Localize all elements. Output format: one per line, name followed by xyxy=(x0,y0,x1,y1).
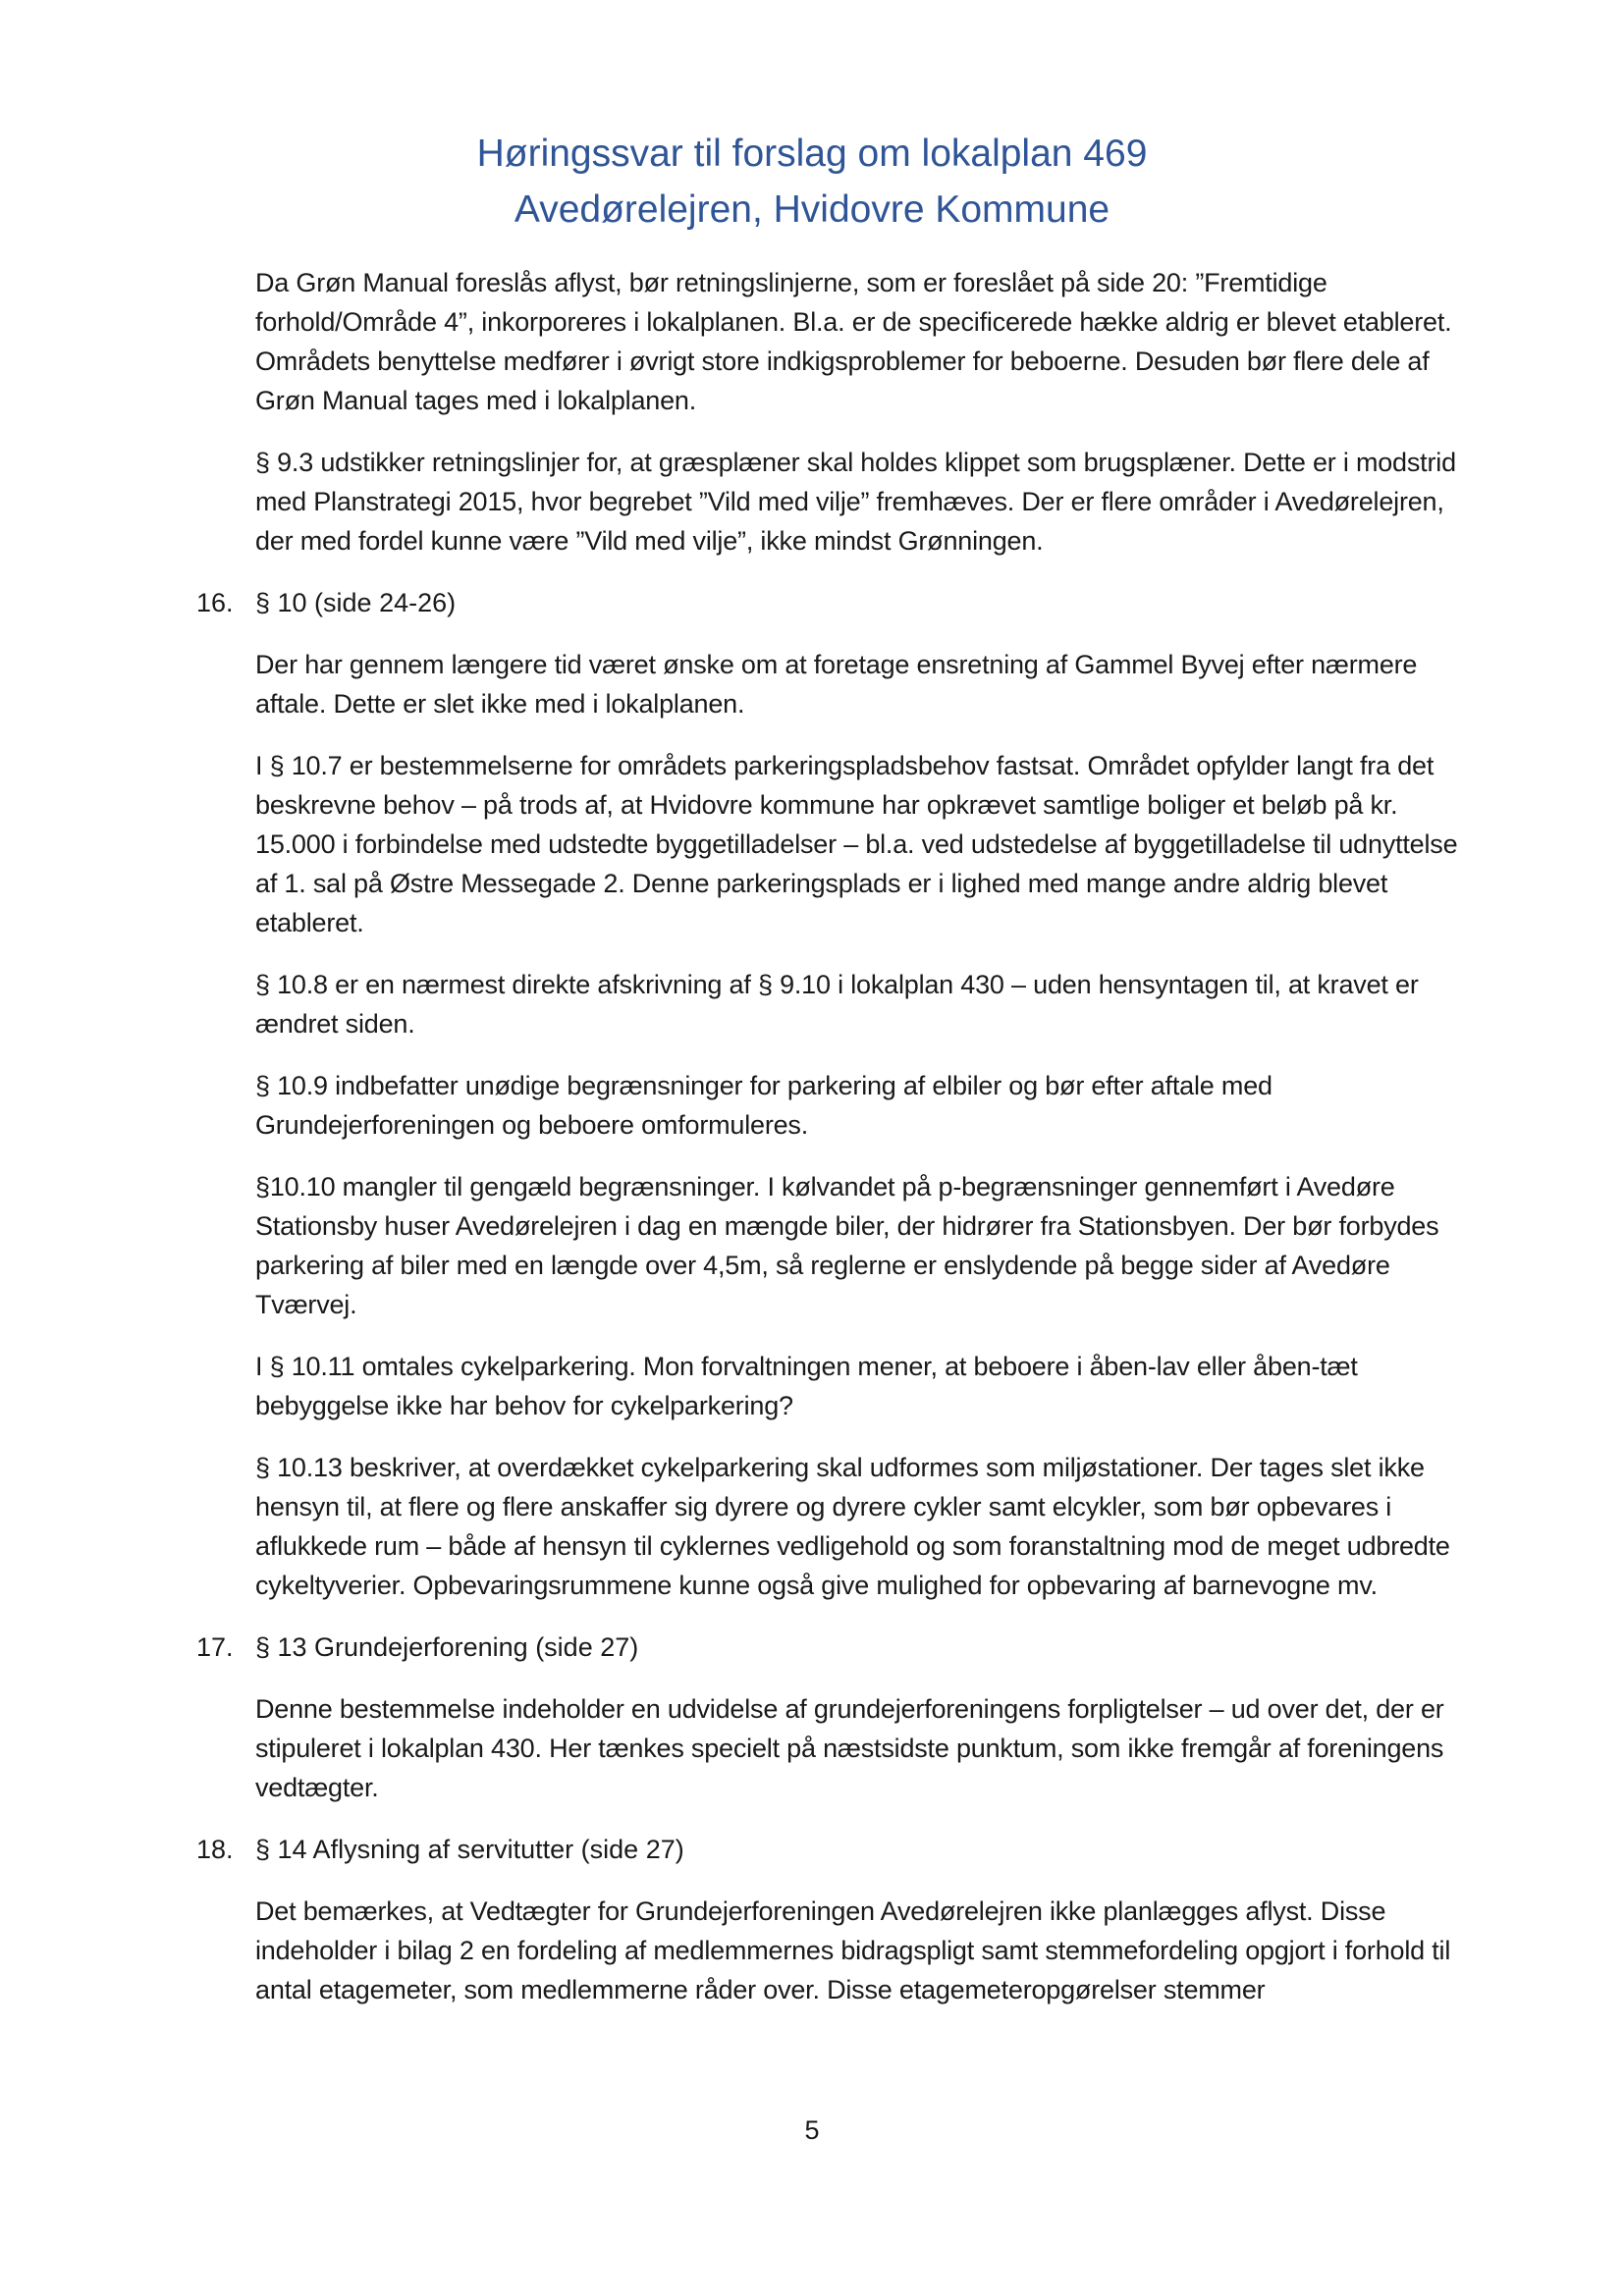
page-number: 5 xyxy=(804,2115,820,2145)
title-line-2: Avedørelejren, Hvidovre Kommune xyxy=(514,188,1110,231)
list-number: 17. xyxy=(196,1632,234,1662)
section-heading: § 13 Grundejerforening (side 27) xyxy=(255,1632,639,1662)
paragraph: § 10.8 er en nærmest direkte afskrivning af § 9.10 i lokalplan 430 – uden hensyntagen til, at kravet er ændret siden. xyxy=(255,970,1419,1039)
document-body xyxy=(196,263,1473,2032)
title-line-1: Høringssvar til forslag om lokalplan 469 xyxy=(476,133,1148,175)
paragraph: Der har gennem længere tid været ønske om at foretage ensretning af Gammel Byvej efter nærmere aftale. Dette er slet ikke med i lokalplanen. xyxy=(255,650,1418,719)
section-heading: § 14 Aflysning af servitutter (side 27) xyxy=(255,1835,684,1864)
paragraph: Det bemærkes, at Vedtægter for Grundejerforeningen Avedørelejren ikke planlægges aflyst. Disse indeholder i bilag 2 en fordeling af medlemmernes bidragspligt samt stemmefordeling opgjort i forhold til antal etagemeter, som medlemmerne råder over. Disse etagemeteropgørelser stemmer xyxy=(255,1896,1451,2004)
paragraph-intro-1: Da Grøn Manual foreslås aflyst, bør retningslinjerne, som er foreslået på side 20: ”Fremtidige forhold/Område 4”, inkorporeres i lokalplanen. Bl.a. er de specificerede hække aldrig er blevet etableret. Områdets benyttelse medfører i øvrigt store indkigsproblemer for beboerne. Desuden bør flere dele af Grøn Manual tages med i lokalplanen. xyxy=(255,268,1452,415)
list-item-17 xyxy=(196,1628,1473,1667)
list-item-16 xyxy=(196,583,1473,622)
list-number: 18. xyxy=(196,1835,234,1864)
paragraph: §10.10 mangler til gengæld begrænsninger. I kølvandet på p-begrænsninger gennemført i Avedøre Stationsby huser Avedørelejren i dag en mængde biler, der hidrører fra Stationsbyen. Der bør forbydes parkering af biler med en længde over 4,5m, så reglerne er enslydende på begge sider af Avedøre Tværvej. xyxy=(255,1172,1439,1319)
paragraph: § 10.9 indbefatter unødige begrænsninger for parkering af elbiler og bør efter aftale med Grundejerforeningen og beboere omformuleres. xyxy=(255,1071,1272,1140)
paragraph: § 10.13 beskriver, at overdækket cykelparkering skal udformes som miljøstationer. Der tages slet ikke hensyn til, at flere og flere anskaffer sig dyrere og dyrere cykler samt elcykler, som bør opbevares i aflukkede rum – både af hensyn til cyklernes vedligehold og som foranstaltning mod de meget udbredte cykeltyverier. Opbevaringsrummene kunne også give mulighed for opbevaring af barnevogne mv. xyxy=(255,1453,1450,1600)
paragraph: Denne bestemmelse indeholder en udvidelse af grundejerforeningens forpligtelser – ud over det, der er stipuleret i lokalplan 430. Her tænkes specielt på næstsidste punktum, som ikke fremgår af foreningens vedtægter. xyxy=(255,1694,1444,1802)
list-item-18 xyxy=(196,1830,1473,1869)
list-number: 16. xyxy=(196,588,234,617)
document-title xyxy=(0,126,1624,238)
section-heading: § 10 (side 24-26) xyxy=(255,588,457,617)
paragraph-intro-2: § 9.3 udstikker retningslinjer for, at græsplæner skal holdes klippet som brugsplæner. Dette er i modstrid med Planstrategi 2015, hvor begrebet ”Vild med vilje” fremhæves. Der er flere områder i Avedørelejren, der med fordel kunne være ”Vild med vilje”, ikke mindst Grønningen. xyxy=(255,448,1456,556)
paragraph: I § 10.11 omtales cykelparkering. Mon forvaltningen mener, at beboere i åben-lav eller åben-tæt bebyggelse ikke har behov for cykelparkering? xyxy=(255,1352,1358,1420)
paragraph: I § 10.7 er bestemmelserne for områdets parkeringspladsbehov fastsat. Området opfylder langt fra det beskrevne behov – på trods af, at Hvidovre kommune har opkrævet samtlige boliger et beløb på kr. 15.000 i forbindelse med udstedte byggetilladelser – bl.a. ved udstedelse af byggetilladelse til udnyttelse af 1. sal på Østre Messegade 2. Denne parkeringsplads er i lighed med mange andre aldrig blevet etableret. xyxy=(255,751,1458,937)
